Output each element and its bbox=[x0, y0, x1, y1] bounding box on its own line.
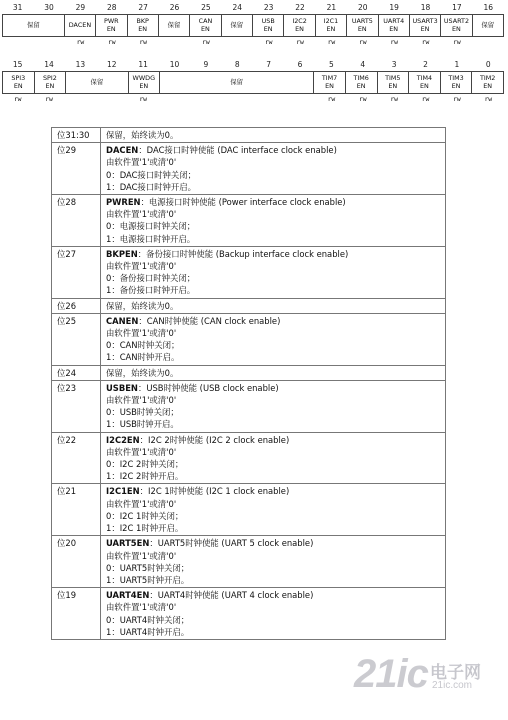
access-type: rw bbox=[390, 38, 399, 46]
bit-description bbox=[101, 246, 446, 298]
bit-description bbox=[101, 484, 446, 536]
access-type: rw bbox=[76, 38, 85, 46]
access-row bbox=[2, 94, 504, 104]
bit-position: 位29 bbox=[52, 143, 101, 195]
access-type bbox=[473, 37, 504, 47]
description-line: 0：UART5时钟关闭； bbox=[106, 562, 190, 573]
field-name: CANEN bbox=[106, 315, 139, 326]
description-line: 由软件置'1'或清'0' bbox=[106, 550, 177, 561]
access-type bbox=[159, 37, 190, 47]
description-line: 0：备份接口时钟关闭； bbox=[106, 273, 196, 284]
field-name: UART4EN bbox=[106, 590, 150, 601]
bit-number: 6 bbox=[297, 60, 303, 69]
bit-number: 28 bbox=[107, 3, 117, 12]
access-type: rw bbox=[453, 95, 461, 103]
access-type: rw bbox=[358, 95, 367, 103]
table-row bbox=[52, 536, 446, 588]
table-row bbox=[52, 143, 446, 195]
access-type: rw bbox=[453, 38, 461, 46]
bit-number: 10 bbox=[169, 60, 180, 69]
description-line: 1：I2C 2时钟开启。 bbox=[106, 471, 184, 482]
bit-number: 5 bbox=[329, 60, 334, 69]
bit-number: 11 bbox=[138, 60, 148, 69]
register-field: 保留 bbox=[159, 15, 190, 36]
description-line: 由软件置'1'或清'0' bbox=[106, 261, 177, 272]
table-row bbox=[52, 365, 446, 380]
register-field: UART5 EN bbox=[347, 15, 378, 36]
register-field: I2C1 EN bbox=[316, 15, 347, 36]
bit-number: 8 bbox=[234, 60, 240, 69]
field-title: ：电源接口时钟使能 (Power interface clock enable) bbox=[140, 197, 346, 208]
bit-number: 13 bbox=[75, 60, 86, 69]
bit-description bbox=[101, 143, 446, 195]
access-type: rw bbox=[264, 38, 273, 46]
access-type bbox=[2, 37, 65, 47]
table-row bbox=[52, 484, 446, 536]
bit-description-table bbox=[51, 127, 446, 640]
bit-number: 20 bbox=[358, 3, 368, 12]
table-row bbox=[52, 246, 446, 298]
access-type: rw bbox=[107, 38, 116, 46]
register-lower-half bbox=[2, 59, 504, 104]
access-type: rw bbox=[421, 95, 430, 103]
field-title: ：备份接口时钟使能 (Backup interface clock enable) bbox=[137, 248, 349, 259]
access-type: rw bbox=[421, 38, 430, 46]
field-name: BKPEN bbox=[106, 248, 138, 259]
bit-number: 14 bbox=[44, 60, 54, 69]
register-field: TIM4 EN bbox=[409, 72, 441, 93]
bit-description bbox=[101, 588, 446, 640]
field-title: ：DAC接口时钟使能 (DAC interface clock enable) bbox=[138, 145, 337, 156]
bit-number: 21 bbox=[326, 3, 337, 12]
field-cells-row bbox=[2, 71, 504, 94]
register-field: DACEN bbox=[65, 15, 96, 36]
field-heading bbox=[106, 144, 441, 156]
register-field: I2C2 EN bbox=[284, 15, 315, 36]
description-line: 1：UART5时钟开启。 bbox=[106, 574, 190, 585]
description-line: 1：UART4时钟开启。 bbox=[106, 626, 190, 637]
field-cells-row bbox=[2, 14, 504, 37]
bit-number: 12 bbox=[107, 60, 117, 69]
register-field: 保留 bbox=[160, 72, 314, 93]
bit-number: 3 bbox=[391, 60, 397, 69]
register-field: USB EN bbox=[253, 15, 284, 36]
register-field: BKP EN bbox=[128, 15, 159, 36]
bit-number: 0 bbox=[485, 60, 491, 69]
description-line: 由软件置'1'或清'0' bbox=[106, 602, 177, 613]
access-type bbox=[65, 94, 128, 104]
register-field: TIM5 EN bbox=[378, 72, 410, 93]
reserved-text: 保留，始终读为0。 bbox=[106, 300, 179, 311]
bit-description bbox=[101, 298, 446, 313]
description-line: 0：UART4时钟关闭； bbox=[106, 614, 190, 625]
bit-position: 位22 bbox=[52, 432, 101, 484]
field-title: ：USB时钟使能 (USB clock enable) bbox=[137, 382, 279, 393]
bit-number: 4 bbox=[360, 60, 366, 69]
register-field: SPI3 EN bbox=[3, 72, 35, 93]
bit-position: 位26 bbox=[52, 298, 101, 313]
bit-number: 1 bbox=[454, 60, 460, 69]
field-title: ：UART5时钟使能 (UART 5 clock enable) bbox=[149, 538, 314, 549]
description-line: 0：I2C 1时钟关闭； bbox=[106, 510, 184, 521]
field-name: I2C2EN bbox=[106, 434, 140, 445]
register-field: TIM2 EN bbox=[480, 74, 496, 90]
access-type: rw bbox=[202, 38, 210, 46]
field-heading bbox=[106, 434, 441, 446]
table-row bbox=[52, 432, 446, 484]
description-line: 0：CAN时钟关闭； bbox=[106, 340, 180, 351]
description-line: 1：CAN时钟开启。 bbox=[106, 352, 180, 363]
bit-description bbox=[101, 195, 446, 247]
access-type: rw bbox=[139, 38, 148, 46]
field-title: ：UART4时钟使能 (UART 4 clock enable) bbox=[149, 590, 314, 601]
access-type: rw bbox=[327, 95, 336, 103]
field-title: ：I2C 2时钟使能 (I2C 2 clock enable) bbox=[139, 434, 290, 445]
bit-number: 30 bbox=[44, 3, 54, 12]
table-row bbox=[52, 298, 446, 313]
field-heading bbox=[106, 315, 441, 327]
bit-position: 位19 bbox=[52, 588, 101, 640]
description-line: 0：USB时钟关闭； bbox=[106, 407, 179, 418]
register-field: WWDG EN bbox=[129, 72, 161, 93]
description-line: 由软件置'1'或清'0' bbox=[106, 498, 177, 509]
watermark-site-text: 21ic.com bbox=[432, 680, 473, 691]
bit-number: 15 bbox=[12, 60, 23, 69]
register-field: USART2 EN bbox=[441, 15, 472, 36]
watermark-logo-text: 21ic bbox=[354, 652, 428, 696]
bit-description bbox=[101, 536, 446, 588]
watermark-logo bbox=[350, 650, 506, 716]
bit-number: 16 bbox=[483, 3, 494, 12]
reserved-text: 保留，始终读为0。 bbox=[106, 130, 179, 140]
bit-description bbox=[101, 380, 446, 432]
bit-number: 18 bbox=[420, 3, 431, 12]
bit-number: 23 bbox=[263, 3, 274, 12]
bit-number: 29 bbox=[75, 3, 86, 12]
register-field: USART3 EN bbox=[410, 15, 441, 36]
register-field: CAN EN bbox=[190, 15, 221, 36]
access-row bbox=[2, 37, 504, 47]
field-name: DACEN bbox=[106, 145, 139, 156]
register-field: TIM7 EN bbox=[314, 72, 346, 93]
description-line: 1：备份接口时钟开启。 bbox=[106, 285, 196, 296]
bit-description bbox=[101, 313, 446, 365]
bit-number: 25 bbox=[201, 3, 211, 12]
access-type: rw bbox=[139, 95, 148, 103]
access-type: rw bbox=[296, 38, 304, 46]
field-heading bbox=[106, 248, 441, 260]
field-name: UART5EN bbox=[106, 538, 150, 549]
bit-number: 26 bbox=[169, 3, 180, 12]
register-field: 保留 bbox=[66, 72, 128, 93]
description-line: 1：电源接口时钟开启。 bbox=[106, 233, 196, 244]
access-type: rw bbox=[13, 95, 22, 103]
table-row bbox=[52, 313, 446, 365]
bit-number: 2 bbox=[423, 60, 428, 69]
field-heading bbox=[106, 196, 441, 208]
bit-description bbox=[101, 365, 446, 380]
description-line: 0：I2C 2时钟关闭； bbox=[106, 459, 184, 470]
bit-description bbox=[101, 432, 446, 484]
register-field: UART4 EN bbox=[379, 15, 410, 36]
bit-position: 位20 bbox=[52, 536, 101, 588]
register-field: PWR EN bbox=[96, 15, 127, 36]
bit-number: 9 bbox=[203, 60, 209, 69]
table-row bbox=[52, 588, 446, 640]
access-type: rw bbox=[390, 95, 399, 103]
field-name: I2C1EN bbox=[106, 486, 140, 497]
register-upper-half bbox=[2, 2, 504, 47]
table-row bbox=[52, 195, 446, 247]
table-row bbox=[52, 380, 446, 432]
description-line: 1：USB时钟开启。 bbox=[106, 419, 179, 430]
reserved-text: 保留，始终读为0。 bbox=[106, 367, 179, 378]
bit-position: 位23 bbox=[52, 380, 101, 432]
description-line: 由软件置'1'或清'0' bbox=[106, 157, 177, 168]
register-field: TIM3 EN bbox=[441, 72, 473, 93]
bit-number: 27 bbox=[138, 3, 148, 12]
description-line: 1：I2C 1时钟开启。 bbox=[106, 523, 184, 534]
field-name: USBEN bbox=[106, 382, 138, 393]
watermark-cn-text: 电子网 bbox=[430, 663, 481, 683]
field-title: ：CAN时钟使能 (CAN clock enable) bbox=[138, 315, 281, 326]
access-type bbox=[159, 94, 316, 104]
field-heading bbox=[106, 485, 441, 497]
bit-position: 位27 bbox=[52, 246, 101, 298]
description-line: 由软件置'1'或清'0' bbox=[106, 328, 177, 339]
bit-number-row bbox=[2, 59, 504, 71]
access-type: rw bbox=[45, 95, 53, 103]
bit-number: 31 bbox=[12, 3, 23, 12]
access-type: rw bbox=[484, 95, 493, 103]
bit-number: 24 bbox=[232, 3, 243, 12]
bit-position: 位21 bbox=[52, 484, 101, 536]
register-field: TIM6 EN bbox=[346, 72, 378, 93]
bit-number: 19 bbox=[389, 3, 399, 12]
bit-position: 位31:30 bbox=[52, 128, 101, 143]
field-heading bbox=[106, 537, 441, 549]
field-name: PWREN bbox=[106, 197, 141, 208]
bit-number: 7 bbox=[266, 60, 272, 69]
field-title: ：I2C 1时钟使能 (I2C 1 clock enable) bbox=[139, 486, 290, 497]
bit-position: 位24 bbox=[52, 365, 101, 380]
bit-position: 位25 bbox=[52, 313, 101, 365]
register-field: 保留 bbox=[481, 20, 495, 29]
description-line: 0：DAC接口时钟关闭； bbox=[106, 169, 197, 180]
bit-number-row bbox=[2, 2, 504, 14]
access-type: rw bbox=[327, 38, 336, 46]
field-heading bbox=[106, 382, 441, 394]
register-field: 保留 bbox=[222, 15, 253, 36]
register-field: SPI2 EN bbox=[35, 72, 67, 93]
access-type bbox=[222, 37, 253, 47]
description-line: 由软件置'1'或清'0' bbox=[106, 446, 177, 457]
bit-number: 17 bbox=[452, 3, 462, 12]
description-line: 0：电源接口时钟关闭； bbox=[106, 221, 196, 232]
field-heading bbox=[106, 589, 441, 601]
description-line: 由软件置'1'或清'0' bbox=[106, 209, 177, 220]
bit-position: 位28 bbox=[52, 195, 101, 247]
access-type: rw bbox=[358, 38, 367, 46]
register-field: 保留 bbox=[3, 15, 65, 36]
description-line: 1：DAC接口时钟开启。 bbox=[106, 181, 197, 192]
bit-number: 22 bbox=[295, 3, 305, 12]
description-line: 由软件置'1'或清'0' bbox=[106, 395, 177, 406]
bit-description bbox=[101, 128, 446, 143]
table-row bbox=[52, 128, 446, 143]
